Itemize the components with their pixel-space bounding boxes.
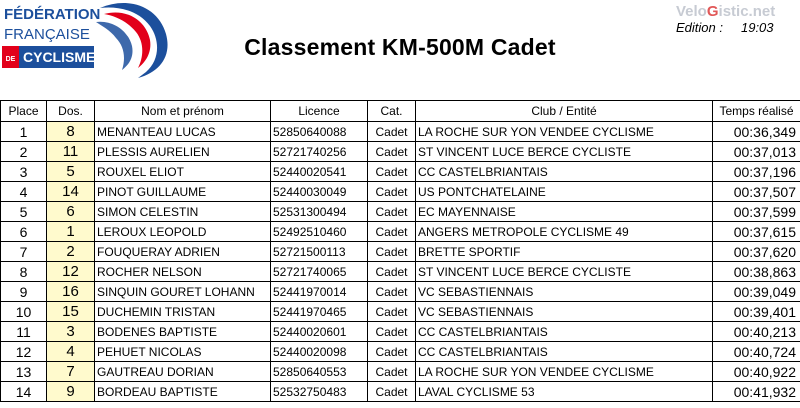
cell-name: SINQUIN GOURET LOHANN	[95, 282, 271, 302]
cell-category: Cadet	[368, 302, 416, 322]
cell-category: Cadet	[368, 122, 416, 142]
cell-place: 12	[1, 342, 47, 362]
cell-category: Cadet	[368, 282, 416, 302]
cell-name: BODENES BAPTISTE	[95, 322, 271, 342]
cell-category: Cadet	[368, 202, 416, 222]
logo-line1: FÉDÉRATION	[4, 6, 101, 23]
cell-dossard: 2	[47, 242, 95, 262]
cell-name: ROUXEL ELIOT	[95, 162, 271, 182]
cell-dossard: 12	[47, 262, 95, 282]
table-row	[1, 122, 800, 142]
table-row	[1, 222, 800, 242]
cell-club: VC SEBASTIENNAIS	[416, 282, 713, 302]
table-row	[1, 322, 800, 342]
cell-dossard: 1	[47, 222, 95, 242]
cell-dossard: 9	[47, 382, 95, 402]
cell-time: 00:40,213	[713, 322, 800, 342]
col-header-place: Place	[1, 101, 47, 122]
cell-licence: 52440020601	[271, 322, 368, 342]
cell-licence: 52441970465	[271, 302, 368, 322]
col-header-category: Cat.	[368, 101, 416, 122]
logo-prefix: DE	[5, 56, 16, 63]
table-row	[1, 382, 800, 402]
velogistic-part-g: G	[706, 3, 719, 20]
cell-time: 00:37,507	[713, 182, 800, 202]
col-header-dossard: Dos.	[47, 101, 95, 122]
cell-club: CC CASTELBRIANTAIS	[416, 342, 713, 362]
edition-info	[676, 20, 774, 35]
cell-licence: 52721740065	[271, 262, 368, 282]
cell-club: ST VINCENT LUCE BERCE CYCLISTE	[416, 262, 713, 282]
cell-dossard: 6	[47, 202, 95, 222]
cell-club: EC MAYENNAISE	[416, 202, 713, 222]
cell-time: 00:38,863	[713, 262, 800, 282]
cell-place: 8	[1, 262, 47, 282]
cell-time: 00:37,615	[713, 222, 800, 242]
cell-name: PINOT GUILLAUME	[95, 182, 271, 202]
cell-club: ST VINCENT LUCE BERCE CYCLISTE	[416, 142, 713, 162]
cell-name: BORDEAU BAPTISTE	[95, 382, 271, 402]
cell-club: US PONTCHATELAINE	[416, 182, 713, 202]
cell-licence: 52440030049	[271, 182, 368, 202]
cell-category: Cadet	[368, 222, 416, 242]
velogistic-brand	[676, 3, 775, 20]
cell-dossard: 3	[47, 322, 95, 342]
col-header-name: Nom et prénom	[95, 101, 271, 122]
cell-category: Cadet	[368, 182, 416, 202]
logo-line2: FRANÇAISE	[4, 26, 90, 43]
cell-time: 00:37,196	[713, 162, 800, 182]
cell-place: 13	[1, 362, 47, 382]
cell-name: PEHUET NICOLAS	[95, 342, 271, 362]
cell-club: LAVAL CYCLISME 53	[416, 382, 713, 402]
cell-dossard: 11	[47, 142, 95, 162]
cell-licence: 52531300494	[271, 202, 368, 222]
cell-licence: 52721740256	[271, 142, 368, 162]
table-row	[1, 182, 800, 202]
cell-time: 00:37,013	[713, 142, 800, 162]
cell-place: 5	[1, 202, 47, 222]
cell-place: 11	[1, 322, 47, 342]
col-header-licence: Licence	[271, 101, 368, 122]
table-header-row	[1, 101, 800, 122]
table-row	[1, 302, 800, 322]
cell-name: GAUTREAU DORIAN	[95, 362, 271, 382]
cell-time: 00:37,599	[713, 202, 800, 222]
logo-line3: CYCLISME	[23, 49, 96, 65]
cell-name: FOUQUERAY ADRIEN	[95, 242, 271, 262]
cell-category: Cadet	[368, 382, 416, 402]
cell-name: LEROUX LEOPOLD	[95, 222, 271, 242]
table-row	[1, 342, 800, 362]
table-row	[1, 142, 800, 162]
cell-licence: 52441970014	[271, 282, 368, 302]
cell-place: 1	[1, 122, 47, 142]
cell-time: 00:39,049	[713, 282, 800, 302]
cell-name: ROCHER NELSON	[95, 262, 271, 282]
cell-place: 9	[1, 282, 47, 302]
cell-club: ANGERS METROPOLE CYCLISME 49	[416, 222, 713, 242]
cell-time: 00:41,932	[713, 382, 800, 402]
cell-dossard: 8	[47, 122, 95, 142]
cell-club: LA ROCHE SUR YON VENDEE CYCLISME	[416, 122, 713, 142]
cell-licence: 52440020541	[271, 162, 368, 182]
table-row	[1, 362, 800, 382]
cell-time: 00:40,922	[713, 362, 800, 382]
cell-club: CC CASTELBRIANTAIS	[416, 162, 713, 182]
cell-club: VC SEBASTIENNAIS	[416, 302, 713, 322]
cell-dossard: 7	[47, 362, 95, 382]
cell-category: Cadet	[368, 162, 416, 182]
cell-place: 10	[1, 302, 47, 322]
cell-place: 14	[1, 382, 47, 402]
cell-category: Cadet	[368, 142, 416, 162]
cell-category: Cadet	[368, 342, 416, 362]
col-header-time: Temps réalisé	[713, 101, 800, 122]
cell-name: PLESSIS AURELIEN	[95, 142, 271, 162]
cell-category: Cadet	[368, 362, 416, 382]
table-row	[1, 162, 800, 182]
edition-label: Edition :	[676, 20, 723, 35]
cell-category: Cadet	[368, 262, 416, 282]
cell-category: Cadet	[368, 242, 416, 262]
cell-time: 00:37,620	[713, 242, 800, 262]
cell-name: SIMON CELESTIN	[95, 202, 271, 222]
cell-club: LA ROCHE SUR YON VENDEE CYCLISME	[416, 362, 713, 382]
col-header-club: Club / Entité	[416, 101, 713, 122]
cell-time: 00:40,724	[713, 342, 800, 362]
edition-time: 19:03	[740, 20, 774, 35]
cell-licence: 52492510460	[271, 222, 368, 242]
velogistic-part-a: Velo	[676, 3, 707, 20]
cell-club: CC CASTELBRIANTAIS	[416, 322, 713, 342]
page-title: Classement KM-500M Cadet	[244, 34, 556, 60]
cell-dossard: 16	[47, 282, 95, 302]
cell-place: 3	[1, 162, 47, 182]
cell-time: 00:39,401	[713, 302, 800, 322]
cell-licence: 52850640088	[271, 122, 368, 142]
cell-dossard: 15	[47, 302, 95, 322]
table-row	[1, 202, 800, 222]
results-table	[0, 100, 800, 402]
cell-licence: 52532750483	[271, 382, 368, 402]
cell-licence: 52850640553	[271, 362, 368, 382]
cell-place: 4	[1, 182, 47, 202]
cell-dossard: 5	[47, 162, 95, 182]
cell-category: Cadet	[368, 322, 416, 342]
cell-place: 6	[1, 222, 47, 242]
cell-licence: 52721500113	[271, 242, 368, 262]
cell-place: 2	[1, 142, 47, 162]
cell-place: 7	[1, 242, 47, 262]
velogistic-part-b: istic.net	[718, 3, 776, 20]
cell-name: DUCHEMIN TRISTAN	[95, 302, 271, 322]
cell-dossard: 4	[47, 342, 95, 362]
table-row	[1, 242, 800, 262]
cell-name: MENANTEAU LUCAS	[95, 122, 271, 142]
table-row	[1, 282, 800, 302]
cell-time: 00:36,349	[713, 122, 800, 142]
cell-dossard: 14	[47, 182, 95, 202]
table-row	[1, 262, 800, 282]
cell-club: BRETTE SPORTIF	[416, 242, 713, 262]
cell-licence: 52440020098	[271, 342, 368, 362]
